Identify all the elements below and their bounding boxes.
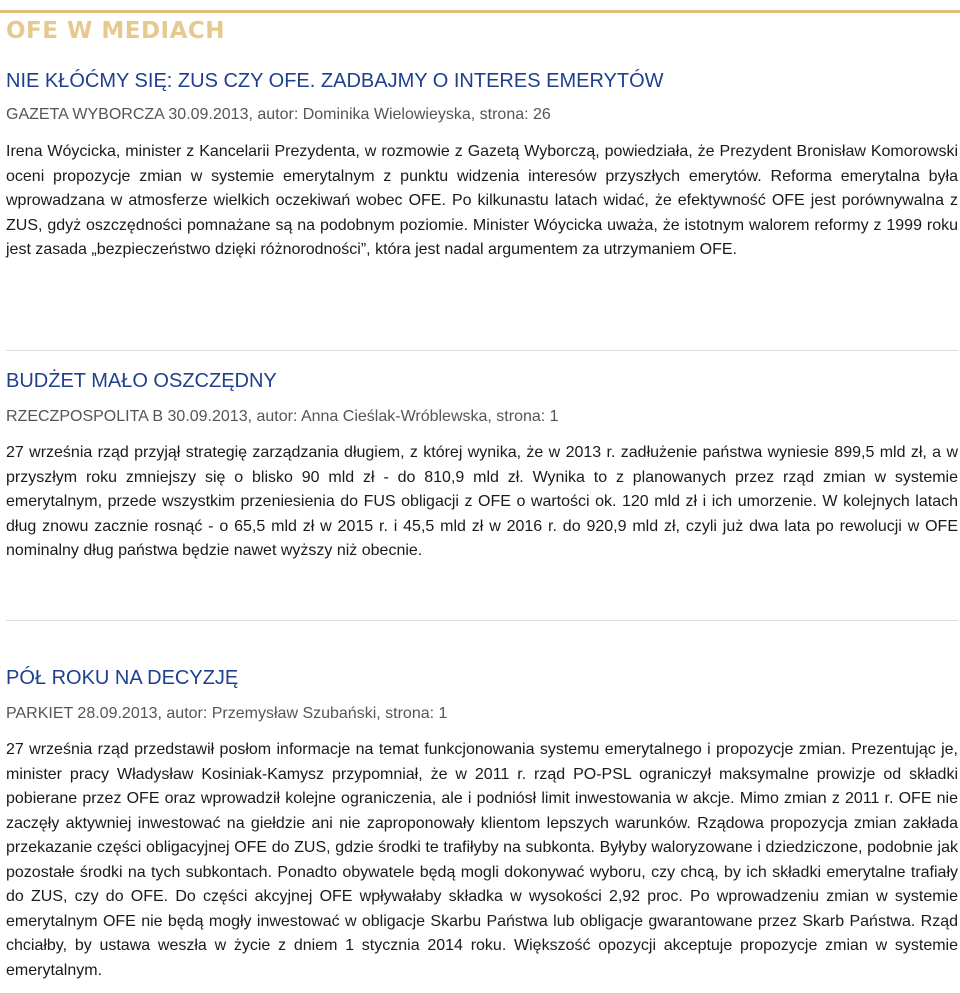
article-title[interactable]: BUDŻET MAŁO OSZCZĘDNY [6, 370, 277, 392]
top-rule [0, 10, 960, 13]
article-title[interactable]: PÓŁ ROKU NA DECYZJĘ [6, 667, 239, 689]
article-body: 27 września rząd przyjął strategię zarządzania długiem, z której wynika, że w 2013 r. zadłużenie państwa wyniesie 899,5 mld zł, a w przyszłym roku zmniejszy się o blisko 90 mld zł - do 810,9 mld zł. Wynika to z planowanych przez rząd zmian w systemie emerytalnym, przede wszystkim przeniesienia do FUS obligacji z OFE o wartości ok. 120 mld zł i ich umorzenie. W kolejnych latach dług znowu zacznie rosnąć - o 65,5 mld zł w 2015 r. i 45,5 mld zł w 2016 r. do 920,9 mld zł, czyli już dwa lata po rewolucji w OFE nominalny dług państwa będzie nawet wyższy niż obecnie. [6, 444, 958, 559]
article-meta: GAZETA WYBORCZA 30.09.2013, autor: Dominika Wielowieyska, strona: 26 [6, 106, 551, 123]
article-1 [6, 70, 958, 263]
article-3 [6, 667, 958, 983]
article-body: Irena Wóycicka, minister z Kancelarii Prezydenta, w rozmowie z Gazetą Wyborczą, powiedziała, że Prezydent Bronisław Komorowski oceni propozycje zmian w systemie emerytalnym z punktu widzenia interesów przyszłych emerytów. Reforma emerytalna była wprowadzana w atmosferze wielkich oczekiwań wobec OFE. Po kilkunastu latach widać, że efektywność OFE jest porównywalna z ZUS, gdyż oszczędności pomnażane są na podobnym poziomie. Minister Wóycicka uważa, że istotnym walorem reformy z 1999 roku jest zasada „bezpieczeństwo dzięki różnorodności”, która jest nadal argumentem za utrzymaniem OFE. [6, 143, 958, 258]
article-2 [6, 370, 958, 564]
article-title[interactable]: NIE KŁÓĆMY SIĘ: ZUS CZY OFE. ZADBAJMY O INTERES EMERYTÓW [6, 70, 664, 92]
article-body: 27 września rząd przedstawił posłom informacje na temat funkcjonowania systemu emerytalnego i propozycje zmian. Prezentując je, minister pracy Władysław Kosiniak-Kamysz przypomniał, że w 2011 r. rząd PO-PSL ograniczył maksymalne prowizje od składki pobierane przez OFE oraz wprowadził kolejne ograniczenia, ale i podniósł limit inwestowania w akcje. Mimo zmian z 2011 r. OFE nie zaczęły aktywniej inwestować na giełdzie ani nie zaproponowały klientom lepszych warunków. Rządowa propozycja zmian zakłada przekazanie części obligacyjnej OFE do ZUS, gdzie środki te trafiłyby na subkonta. Byłyby waloryzowane i dziedziczone, podobnie jak pozostałe środki na tych subkontach. Ponadto obywatele będą mogli dokonywać wyboru, czy chcą, by ich składki emerytalne trafiały do ZUS, czy do OFE. Do części akcyjnej OFE wpływałaby składka w wysokości 2,92 proc. Po wprowadzeniu zmian w systemie emerytalnym OFE nie będą mogły inwestować w obligacje Skarbu Państwa lub obligacje gwarantowane przez Skarb Państwa. Rząd chciałby, by ustawa weszła w życie z dniem 1 stycznia 2014 roku. Większość opozycji akceptuje propozycje zmian w systemie emerytalnym. [6, 741, 958, 979]
article-meta: PARKIET 28.09.2013, autor: Przemysław Szubański, strona: 1 [6, 705, 448, 722]
divider [6, 350, 958, 351]
section-banner: OFE W MEDIACH [6, 18, 226, 44]
article-meta: RZECZPOSPOLITA B 30.09.2013, autor: Anna Cieślak-Wróblewska, strona: 1 [6, 408, 559, 425]
divider [6, 620, 958, 621]
